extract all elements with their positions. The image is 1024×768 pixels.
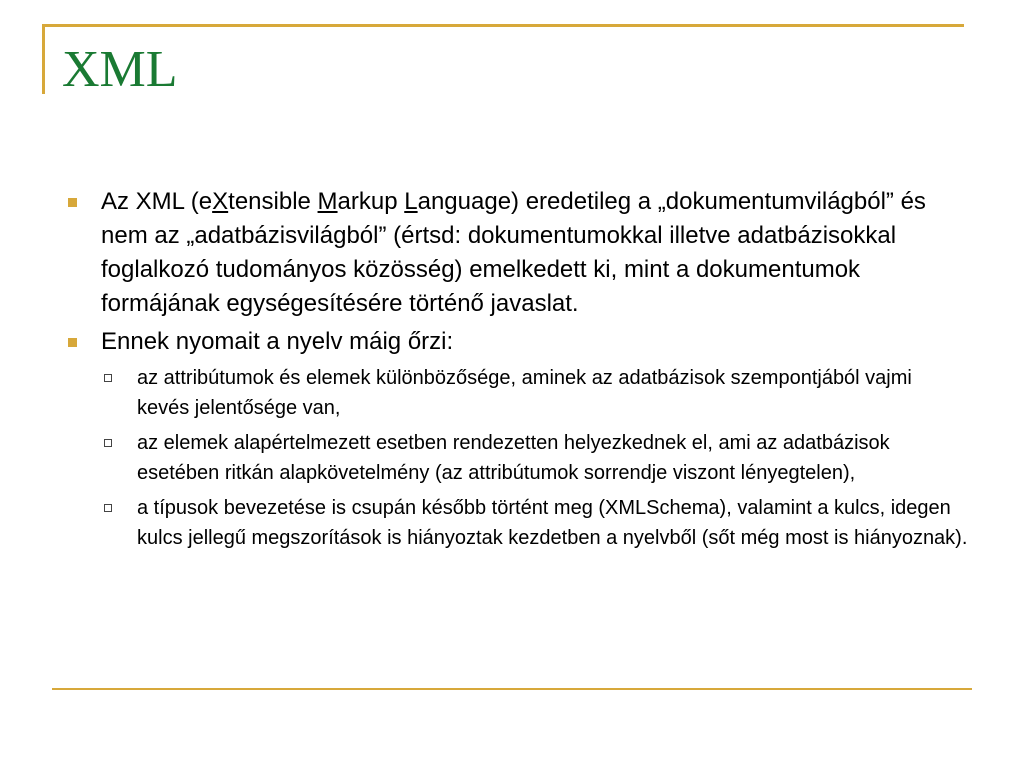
slide-body <box>68 185 968 558</box>
sub-bullet-item-attributes <box>104 363 968 423</box>
hollow-square-bullet-icon <box>104 504 112 512</box>
slide-title: XML <box>62 41 178 98</box>
sub-bullet-text: az elemek alapértelmezett esetben rendezetten helyezkednek el, ami az adatbázisok esetében ritkán alapkövetelmény (az attribútumok sorrendje viszont lényegtelen), <box>137 432 890 484</box>
underlined-letter-x: X <box>212 188 229 215</box>
square-bullet-icon <box>68 338 77 347</box>
square-bullet-icon <box>68 198 77 207</box>
hollow-square-bullet-icon <box>104 374 112 382</box>
sub-bullet-item-types <box>104 493 968 553</box>
sub-bullet-text: a típusok bevezetése is csupán később történt meg (XMLSchema), valamint a kulcs, idegen kulcs jellegű megszorítások is hiányoztak kezdetben a nyelvből (sőt még most is hiányoznak). <box>137 497 968 549</box>
bullet-text-rest: anguage) eredetileg a „dokumentumvilágból” és nem az „adatbázisvilágból” (értsd: dokumentumokkal illetve adatbázisokkal foglalkozó tudományos közösség) emelkedett ki, mint a dokumentumok formájának egységesítésére történő javaslat. <box>101 188 926 317</box>
bullet-item-xml-origin <box>68 185 968 321</box>
title-frame-vertical-line <box>42 24 45 94</box>
bullet-text-prefix: Az XML (e <box>101 188 213 215</box>
underlined-letter-l: L <box>404 188 418 215</box>
bullet-text: Ennek nyomait a nyelv máig őrzi: <box>101 328 454 355</box>
title-frame-top-line <box>42 24 964 27</box>
bullet-text-tensible: tensible <box>228 188 318 215</box>
hollow-square-bullet-icon <box>104 439 112 447</box>
bullet-item-traces <box>68 325 968 359</box>
sub-bullet-text: az attribútumok és elemek különbözősége, aminek az adatbázisok szempontjából vajmi kevés jelentősége van, <box>137 367 912 419</box>
footer-divider-line <box>52 688 972 690</box>
bullet-text-arkup: arkup <box>337 188 405 215</box>
sub-bullet-item-ordering <box>104 428 968 488</box>
underlined-letter-m: M <box>317 188 338 215</box>
